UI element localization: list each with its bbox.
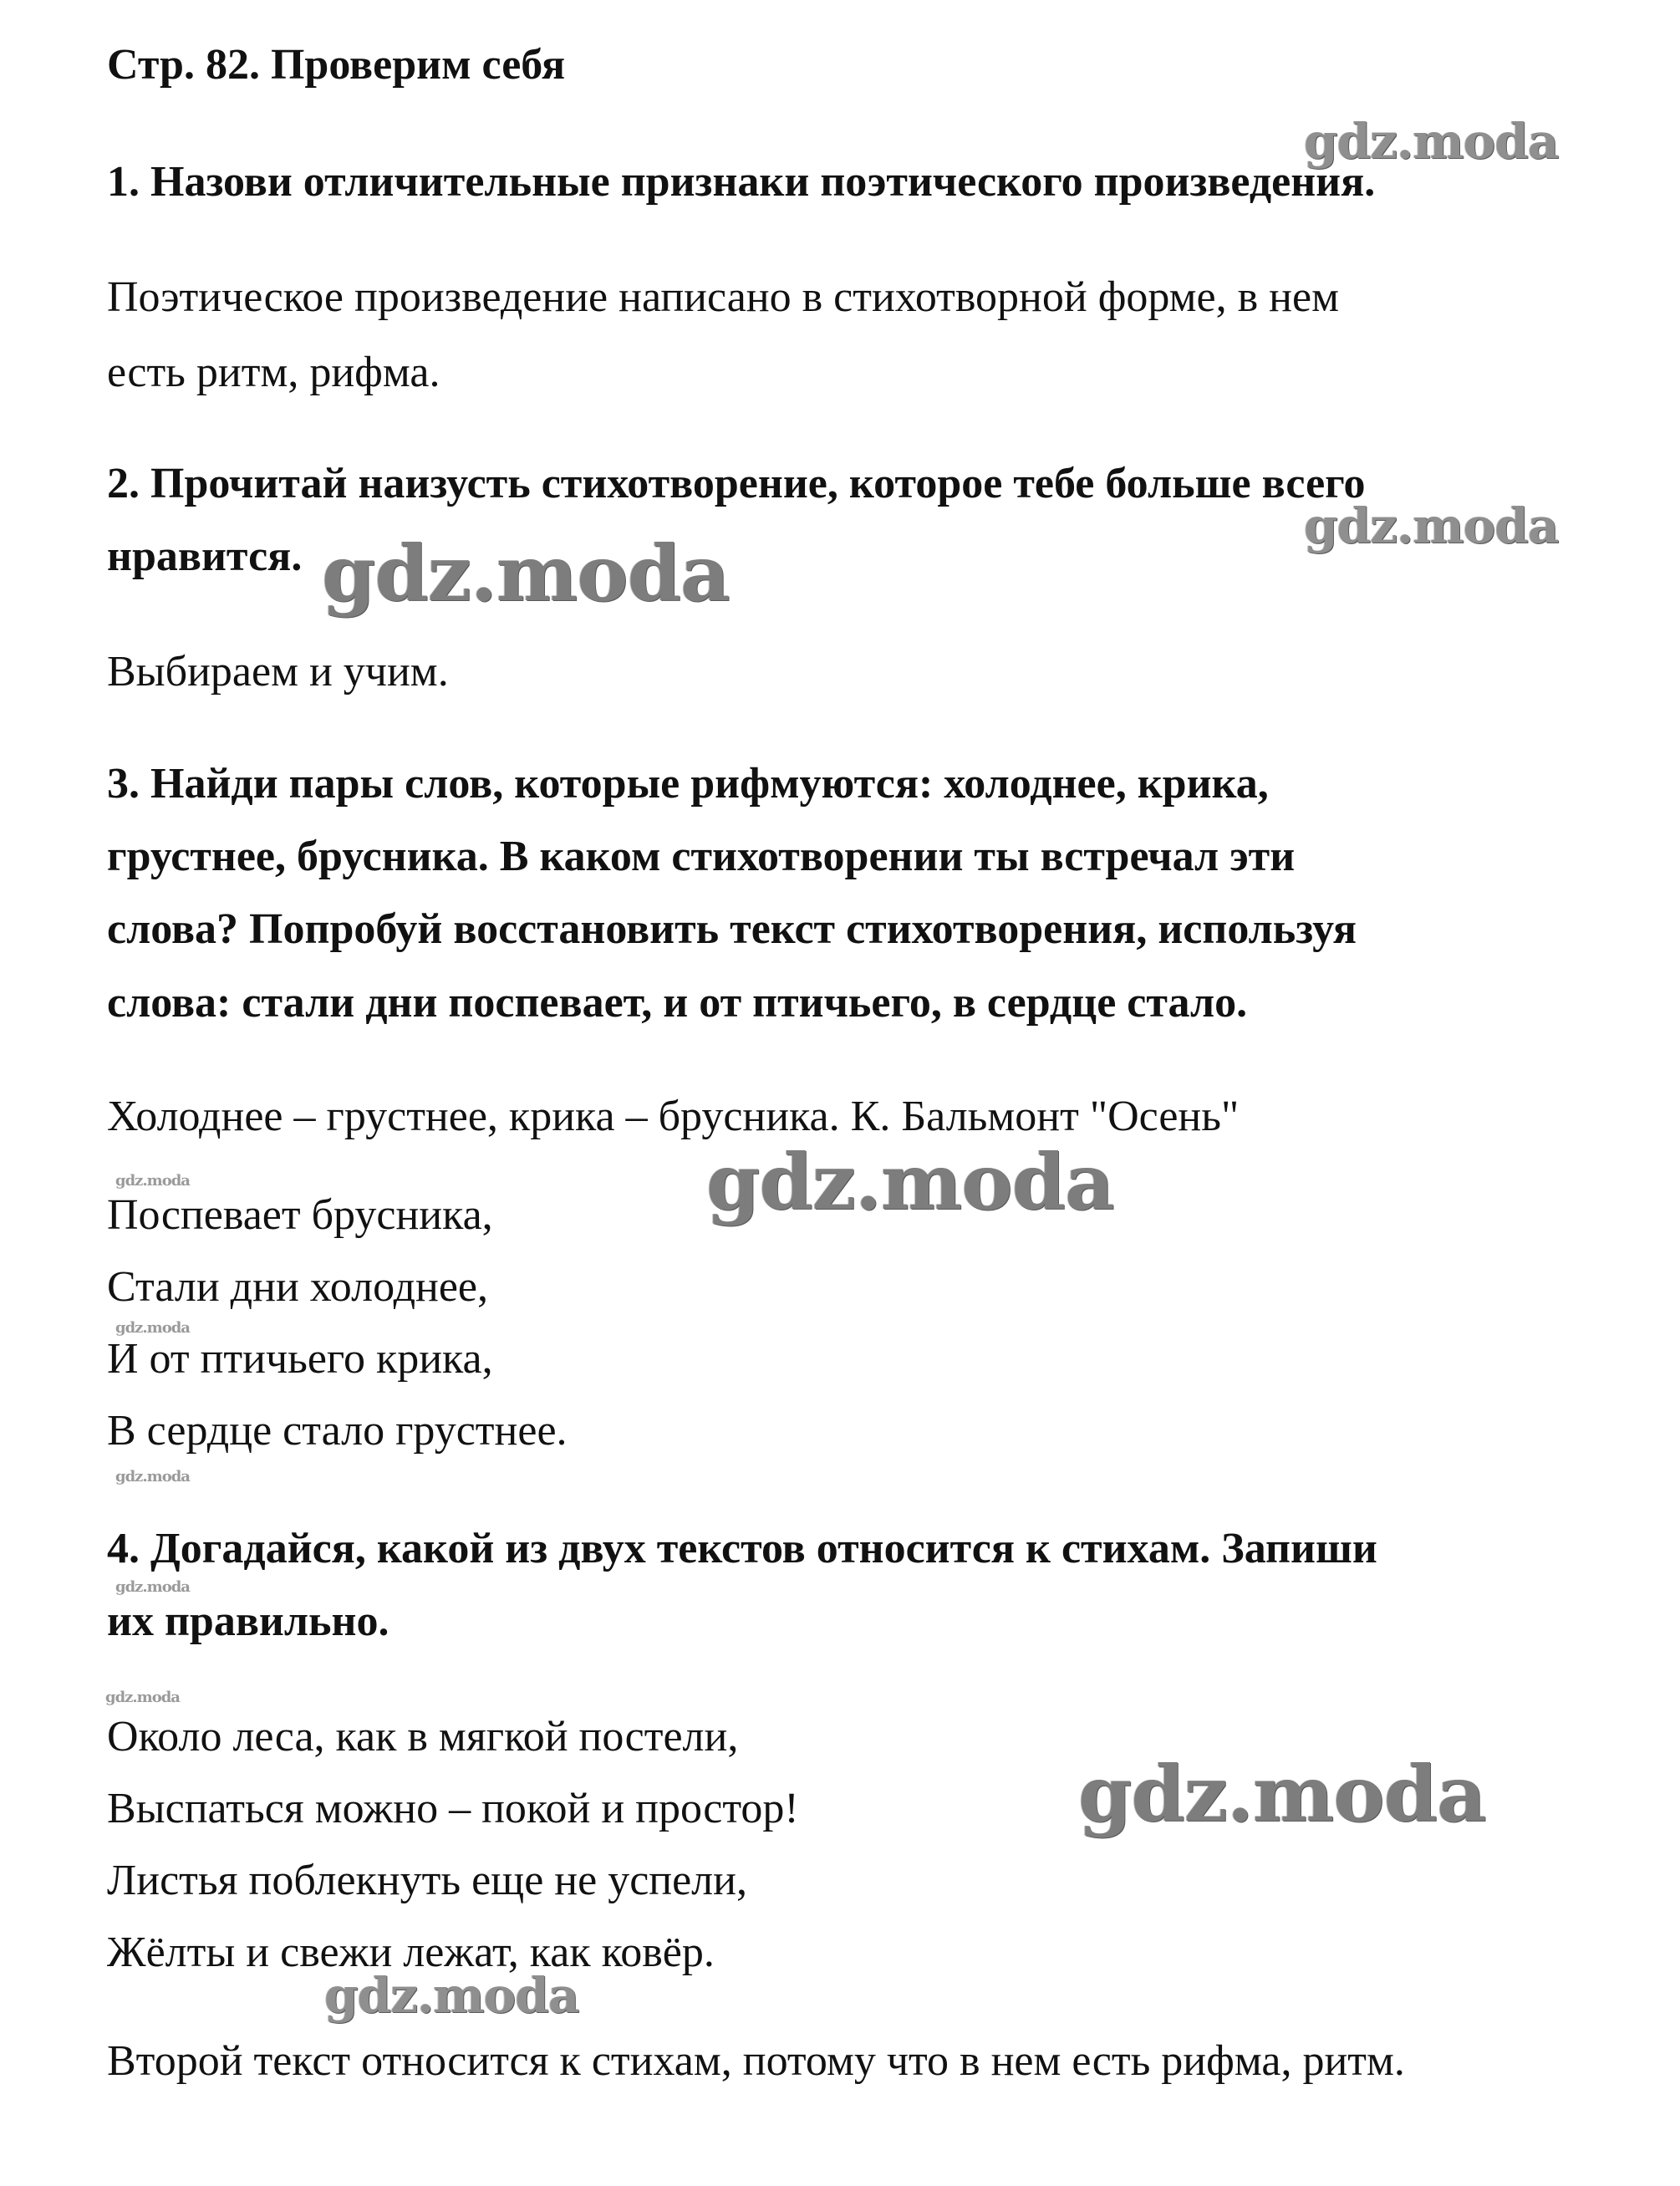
question-4-line-1: 4. Догадайся, какой из двух текстов относится к стихам. Запиши xyxy=(107,1525,1377,1572)
poem-3-line-2: Стали дни холоднее, xyxy=(107,1263,489,1311)
question-3-line-1: 3. Найди пары слов, которые рифмуются: холоднее, крика, xyxy=(107,760,1269,808)
question-3-line-3: слова? Попробуй восстановить текст стихотворения, используя xyxy=(107,905,1357,953)
question-2-line-1: 2. Прочитай наизусть стихотворение, которое тебе больше всего xyxy=(107,460,1366,507)
question-2-line-2: нравится. xyxy=(107,532,303,580)
answer-1-line-1: Поэтическое произведение написано в стихотворной форме, в нем xyxy=(107,273,1339,321)
poem-4-line-2: Выспаться можно – покой и простор! xyxy=(107,1785,799,1832)
watermark: gdz.moda xyxy=(115,1578,190,1596)
watermark: gdz.moda xyxy=(1304,113,1559,170)
poem-4-line-4: Жёлты и свежи лежат, как ковёр. xyxy=(107,1929,715,1976)
watermark: gdz.moda xyxy=(105,1689,180,1706)
watermark: gdz.moda xyxy=(115,1172,190,1190)
poem-4-line-1: Около леса, как в мягкой постели, xyxy=(107,1713,739,1761)
answer-4: Второй текст относится к стихам, потому что в нем есть рифма, ритм. xyxy=(107,2037,1405,2085)
page-title: Стр. 82. Проверим себя xyxy=(107,41,566,89)
poem-3-line-4: В сердце стало грустнее. xyxy=(107,1407,568,1455)
watermark: gdz.moda xyxy=(115,1319,190,1337)
poem-3-line-1: Поспевает брусника, xyxy=(107,1191,493,1239)
watermark: gdz.moda xyxy=(324,1967,579,2024)
answer-2: Выбираем и учим. xyxy=(107,648,449,696)
answer-3: Холоднее – грустнее, крика – брусника. К. Бальмонт "Осень" xyxy=(107,1093,1240,1140)
watermark: gdz.moda xyxy=(1078,1749,1486,1839)
watermark: gdz.moda xyxy=(115,1468,190,1485)
question-3-line-4: слова: стали дни поспевает, и от птичьего, в сердце стало. xyxy=(107,979,1248,1027)
poem-3-line-3: И от птичьего крика, xyxy=(107,1335,493,1383)
answer-1-line-2: есть ритм, рифма. xyxy=(107,349,440,396)
question-3-line-2: грустнее, брусника. В каком стихотворении ты встречал эти xyxy=(107,833,1296,880)
question-4-line-2: их правильно. xyxy=(107,1597,389,1645)
question-1: 1. Назови отличительные признаки поэтического произведения. xyxy=(107,158,1376,206)
poem-4-line-3: Листья поблекнуть еще не успели, xyxy=(107,1857,747,1904)
watermark: gdz.moda xyxy=(322,528,730,619)
watermark: gdz.moda xyxy=(706,1137,1114,1227)
watermark: gdz.moda xyxy=(1304,497,1559,554)
